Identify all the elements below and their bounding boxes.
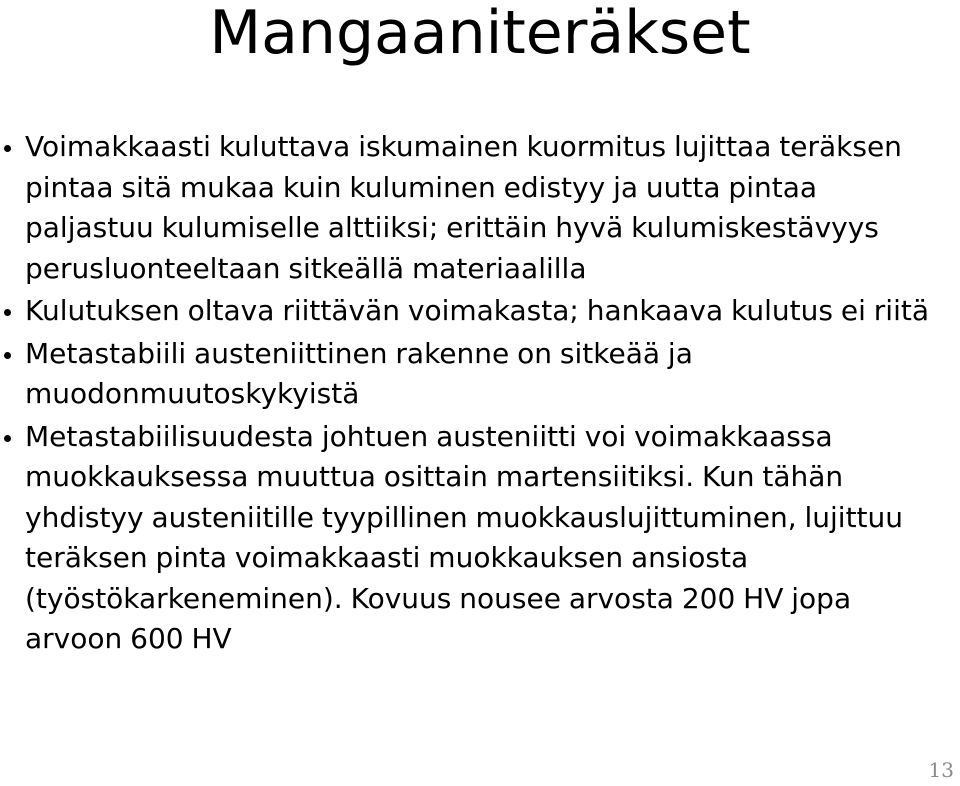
bullet-item: [0, 291, 940, 332]
bullet-item: [0, 127, 940, 289]
page-number: 13: [928, 758, 954, 782]
bullet-item: [0, 334, 940, 415]
bullet-text: Metastabiilisuudesta johtuen austeniitti voi voimakkaassa muokkauksessa muuttua osittain martensiitiksi. Kun tähän yhdistyy austeniitille tyypillinen muokkauslujittuminen, lujittuu teräksen pinta voimakkaasti muokkauksen ansiosta (työstökarkeneminen). Kovuus nousee arvosta 200 HV jopa arvoon 600 HV: [25, 419, 904, 655]
bullet-icon: [4, 145, 11, 152]
bullet-icon: [4, 309, 11, 316]
bullet-icon: [4, 352, 11, 359]
bullet-text: Kulutuksen oltava riittävän voimakasta; hankaava kulutus ei riitä: [25, 294, 929, 327]
bullet-text: Voimakkaasti kuluttava iskumainen kuormitus lujittaa teräksen pintaa sitä mukaa kuin kuluminen edistyy ja uutta pintaa paljastuu kulumiselle alttiiksi; erittäin hyvä kulumiskestävyys perusluonteeltaan sitkeällä materiaalilla: [25, 130, 902, 285]
slide-title: Mangaaniteräkset: [209, 0, 751, 68]
bullet-list: [0, 127, 940, 662]
bullet-item: [0, 417, 940, 660]
bullet-icon: [4, 435, 11, 442]
bullet-text: Metastabiili austeniittinen rakenne on sitkeää ja muodonmuutoskykyistä: [25, 336, 693, 410]
